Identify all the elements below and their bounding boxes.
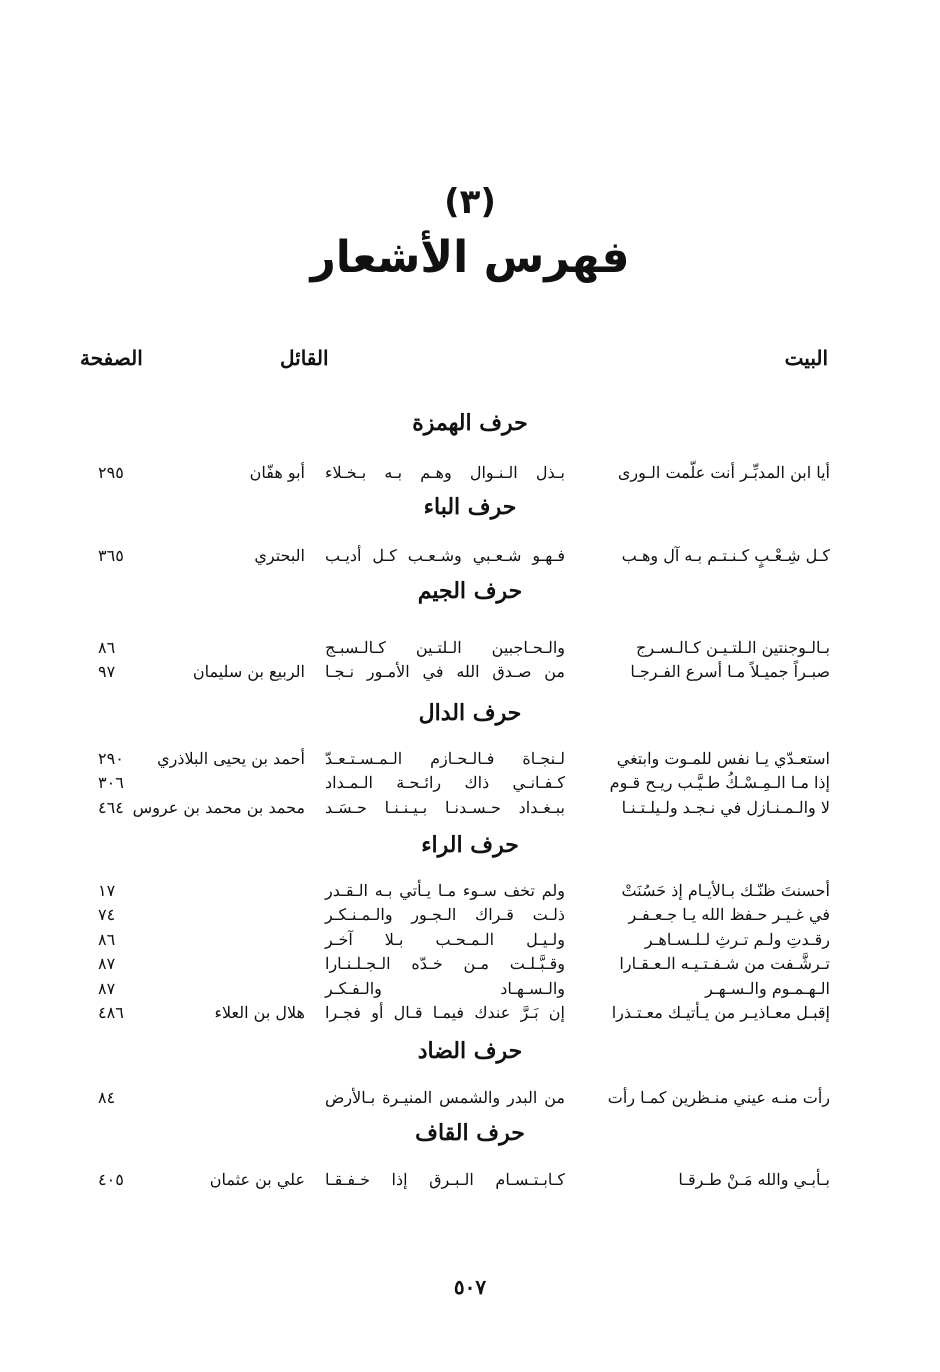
verse-speaker [130,978,305,1000]
verse-speaker [130,637,305,659]
verse-speaker [130,904,305,926]
verse-second-hemistich: من البدر والشمس المنيـرة بـالأرض [325,1088,565,1107]
verse-second-hemistich: ذلـت قـراك الـجـور والـمـنـكـر [325,905,565,924]
verse-speaker: البحتري [254,546,305,565]
page-title: فهرس الأشعار [310,232,630,283]
verse-second-hemistich: فـهـو شـعـبي وشـعـب كـل أديـب [325,546,565,565]
verse-speaker: أبو هفّان [249,463,305,482]
section-heading: حرف القاف [415,1120,525,1146]
verse-page-ref: ٤٨٦ [98,1003,124,1022]
verse-second-hemistich: كـابـتـسـام الـبـرق إذا خـفـقـا [325,1170,565,1189]
verse-page-ref: ١٧ [98,881,116,900]
verse-page-ref: ٤٦٤ [98,798,124,817]
verse-second-hemistich: إن بَـرَّ عندك فيمـا قـال أو فجـرا [325,1003,565,1022]
verse-second-hemistich: بـذل الـنـوال وهـم بـه بـخـلاء [325,463,565,482]
verse-second-hemistich: والـحـاجبين الـلتـين كـالـسبـج [325,638,565,657]
verse-speaker [130,1087,305,1109]
verse-page-ref: ٣٠٦ [98,773,124,792]
verse-speaker: محمد بن محمد بن عروس [132,798,305,817]
verse-page-ref: ٤٠٥ [98,1170,124,1189]
column-header-speaker: القائل [280,346,329,370]
verse-second-hemistich: وقـبَّـلـت مـن خـدّه الـجـلـنـارا [325,954,565,973]
index-number: (٣) [444,182,496,222]
verse-speaker [130,880,305,902]
verse-first-hemistich: رأت منـه عيني منـظرين كمـا رأت [607,1088,830,1107]
section-heading: حرف الراء [421,832,519,858]
verse-page-ref: ٨٤ [98,1088,116,1107]
verse-page-ref: ٧٤ [98,905,116,924]
verse-speaker [130,953,305,975]
verse-speaker [130,772,305,794]
verse-speaker: الربيع بن سليمان [192,662,305,681]
verse-first-hemistich: إقبـل معـاذيـر من يـأتيـك معـتـذرا [611,1003,830,1022]
verse-page-ref: ٩٧ [98,662,116,681]
verse-second-hemistich: ولـيـل الـمـحـب بـلا آخـر [325,930,565,949]
verse-second-hemistich: كـفـانـي ذاك رائـحـة الـمـداد [325,773,565,792]
verse-page-ref: ٢٩٠ [98,749,124,768]
verse-page-ref: ٨٧ [98,979,116,998]
verse-first-hemistich: بـأبـي والله مَـنْ طـرقـا [678,1170,830,1189]
verse-first-hemistich: أحسنتَ ظنّـك بـالأيـام إذ حَسُنَتْ [621,881,830,900]
verse-first-hemistich: بـالـوجنتين الـلتـيـن كـالـسـرج [636,638,830,657]
section-heading: حرف الضاد [417,1038,523,1064]
verse-speaker: علي بن عثمان [209,1170,305,1189]
verse-speaker [130,929,305,951]
verse-page-ref: ٢٩٥ [98,463,124,482]
verse-second-hemistich: لـنجـاة فـالـحـازم الـمـسـتـعـدّ [325,749,565,768]
column-header-verse: البيت [784,346,828,370]
verse-second-hemistich: ولم تخف سـوء مـا يـأتي بـه الـقـدر [325,881,565,900]
verse-page-ref: ٨٧ [98,954,116,973]
section-heading: حرف الباء [423,494,517,520]
verse-first-hemistich: إذا مـا الـمِـسْـكُ طـيَّـب ريـح قـوم [609,773,830,792]
verse-first-hemistich: استعـدّي يـا نفس للمـوت وابتغي [616,749,830,768]
verse-first-hemistich: تـرشَّـفت من شـفـتـيـه الـعـقـارا [619,954,830,973]
verse-page-ref: ٨٦ [98,930,116,949]
verse-page-ref: ٣٦٥ [98,546,124,565]
section-heading: حرف الهمزة [412,410,528,436]
verse-first-hemistich: صبـراً جميـلاً مـا أسرع الفـرجـا [630,662,830,681]
verse-second-hemistich: والـسـهـاد والـفـكـر [325,979,565,998]
verse-second-hemistich: ببـغـداد حـسـدنـا بـيـنـنـا حـسَـد [325,798,565,817]
page-number: ٥٠٧ [453,1275,487,1299]
verse-first-hemistich: لا والـمـنـازل في نـجـد ولـيلـتـنـا [621,798,830,817]
verse-speaker: أحمد بن يحيى البلاذري [157,749,305,768]
verse-first-hemistich: في غـيـر حـفظ الله يـا جـعـفـر [628,905,830,924]
section-heading: حرف الجيم [417,578,523,604]
verse-first-hemistich: كـل شِـعْـبٍ كـنـتـم بـه آل وهـب [621,546,830,565]
verse-first-hemistich: الـهـمـوم والـسـهـر [705,979,830,998]
column-header-page: الصفحة [80,346,143,370]
section-heading: حرف الدال [418,700,522,726]
verse-second-hemistich: من صـدق الله في الأمـور نـجـا [325,662,565,681]
verse-speaker: هلال بن العلاء [214,1003,305,1022]
verse-page-ref: ٨٦ [98,638,116,657]
verse-first-hemistich: رقـدتِ ولـم تـرثِ لـلـسـاهـر [644,930,830,949]
verse-first-hemistich: أيا ابن المدبِّـر أنت علّمت الـورى [617,463,830,482]
